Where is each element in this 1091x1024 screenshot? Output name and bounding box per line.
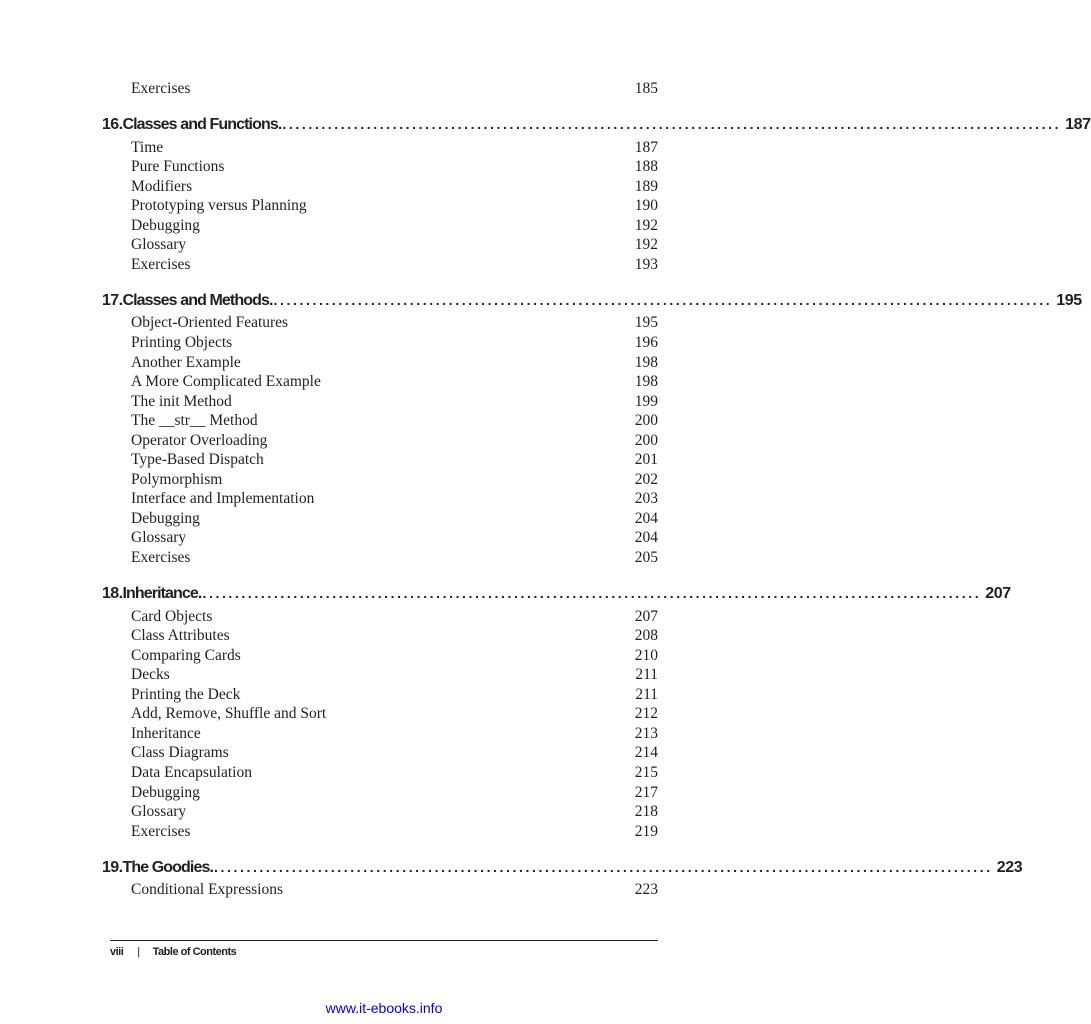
entry-title: Interface and Implementation bbox=[131, 490, 315, 508]
dot-leader: ........................................................................................................................ bbox=[282, 116, 1062, 133]
entry-page-number: 200 bbox=[634, 412, 658, 430]
entry-title: Conditional Expressions bbox=[131, 881, 283, 899]
entry-page-number: 223 bbox=[634, 881, 658, 899]
entry-page-number: 192 bbox=[634, 236, 658, 254]
toc-entry bbox=[131, 451, 658, 469]
toc-entry bbox=[131, 627, 658, 645]
entry-page-number: 201 bbox=[634, 451, 658, 469]
footer-section-title: Table of Contents bbox=[152, 946, 237, 958]
entry-page-number: 203 bbox=[634, 490, 658, 508]
entry-title: Pure Functions bbox=[131, 158, 225, 176]
entry-page-number: 207 bbox=[634, 607, 658, 625]
entry-title: Object-Oriented Features bbox=[131, 314, 289, 332]
toc-entry bbox=[131, 471, 658, 489]
entry-title: Data Encapsulation bbox=[131, 763, 252, 781]
entry-title: Prototyping versus Planning bbox=[131, 197, 307, 215]
entry-title: Modifiers bbox=[131, 177, 193, 195]
entry-title: Class Diagrams bbox=[131, 744, 229, 762]
entry-page-number: 210 bbox=[634, 646, 658, 664]
entry-title: Decks bbox=[131, 666, 170, 684]
toc-entry bbox=[131, 666, 658, 684]
entry-page-number: 199 bbox=[634, 392, 658, 410]
toc-entry bbox=[131, 354, 658, 372]
entry-title: Glossary bbox=[131, 803, 187, 821]
entry-title: The init Method bbox=[131, 392, 232, 410]
chapter-number: 19. bbox=[102, 858, 123, 876]
entry-title: Time bbox=[131, 138, 164, 156]
entry-title: The __str__ Method bbox=[131, 412, 258, 430]
toc-entry bbox=[131, 881, 658, 899]
entry-title: Class Attributes bbox=[131, 627, 230, 645]
entry-title: Comparing Cards bbox=[131, 646, 241, 664]
chapter-title: Classes and Methods. bbox=[122, 291, 273, 309]
chapter-number: 18. bbox=[102, 585, 123, 603]
entry-title: Glossary bbox=[131, 236, 187, 254]
footer-separator: | bbox=[137, 946, 140, 958]
chapter-number: 16. bbox=[102, 116, 123, 134]
entry-page-number: 212 bbox=[634, 705, 658, 723]
toc-entry bbox=[131, 686, 658, 704]
entry-title: Exercises bbox=[131, 822, 191, 840]
toc-entry bbox=[131, 725, 658, 743]
entry-page-number: 195 bbox=[634, 314, 658, 332]
entry-page-number: 198 bbox=[634, 353, 658, 371]
entry-page-number: 218 bbox=[634, 803, 658, 821]
toc-chapter-heading bbox=[102, 116, 1091, 134]
toc-entry bbox=[131, 490, 658, 508]
entry-title: Card Objects bbox=[131, 607, 213, 625]
entry-page-number: 189 bbox=[634, 177, 658, 195]
footer-page-number: viii bbox=[110, 946, 124, 958]
chapter-page-number: 187 bbox=[1065, 116, 1091, 134]
toc-entry bbox=[131, 764, 658, 782]
toc-entry bbox=[131, 80, 658, 98]
entry-title: Printing Objects bbox=[131, 333, 233, 351]
toc-entry bbox=[131, 608, 658, 626]
entry-page-number: 185 bbox=[634, 80, 658, 97]
toc-entry bbox=[131, 139, 658, 157]
entry-page-number: 193 bbox=[634, 255, 658, 273]
entry-page-number: 213 bbox=[634, 724, 658, 742]
toc-entry bbox=[131, 236, 658, 254]
toc-entry bbox=[131, 256, 658, 274]
entry-title: Exercises bbox=[131, 80, 191, 97]
entry-title: Debugging bbox=[131, 216, 200, 234]
toc-entry bbox=[131, 373, 658, 391]
entry-title: Exercises bbox=[131, 549, 191, 566]
entry-title: Glossary bbox=[131, 529, 187, 547]
toc-entry bbox=[131, 647, 658, 665]
entry-page-number: 205 bbox=[634, 549, 658, 566]
entry-page-number: 190 bbox=[634, 197, 658, 215]
toc-entry bbox=[131, 432, 658, 450]
entry-title: Inheritance bbox=[131, 724, 201, 742]
toc-entry bbox=[131, 784, 658, 802]
entry-page-number: 215 bbox=[634, 763, 658, 781]
entry-title: Exercises bbox=[131, 255, 191, 273]
entry-page-number: 196 bbox=[634, 333, 658, 351]
entry-page-number: 214 bbox=[634, 744, 658, 762]
running-footer bbox=[110, 946, 236, 958]
entry-page-number: 202 bbox=[634, 470, 658, 488]
toc-entry bbox=[131, 823, 658, 841]
toc-entry bbox=[131, 178, 658, 196]
entry-page-number: 208 bbox=[634, 627, 658, 645]
entry-page-number: 187 bbox=[634, 138, 658, 156]
chapter-page-number: 223 bbox=[996, 858, 1023, 876]
dot-leader: ........................................................................................................................ bbox=[273, 291, 1053, 308]
toc-entry bbox=[131, 744, 658, 762]
entry-page-number: 192 bbox=[634, 216, 658, 234]
entry-title: Printing the Deck bbox=[131, 685, 241, 703]
entry-title: Debugging bbox=[131, 509, 200, 527]
toc-entry bbox=[131, 393, 658, 411]
toc-entry bbox=[131, 197, 658, 215]
toc-entry bbox=[131, 334, 658, 352]
toc-entry bbox=[131, 705, 658, 723]
toc-chapter-heading bbox=[102, 291, 1082, 310]
chapter-title: Classes and Functions. bbox=[122, 116, 282, 134]
toc-entry bbox=[131, 510, 658, 528]
toc-entry bbox=[131, 314, 658, 332]
toc-entry bbox=[131, 158, 658, 176]
watermark-link[interactable]: www.it-ebooks.info bbox=[325, 1000, 443, 1016]
entry-title: Type-Based Dispatch bbox=[131, 451, 264, 469]
toc-entry bbox=[131, 217, 658, 235]
entry-title: Polymorphism bbox=[131, 470, 223, 488]
chapter-page-number: 207 bbox=[985, 585, 1011, 603]
dot-leader: ........................................................................................................................ bbox=[202, 585, 982, 602]
entry-title: Operator Overloading bbox=[131, 431, 268, 449]
toc-entry bbox=[131, 412, 658, 430]
entry-title: Debugging bbox=[131, 783, 200, 801]
dot-leader: ........................................................................................................................ bbox=[214, 858, 993, 875]
chapter-title: Inheritance. bbox=[122, 585, 202, 603]
entry-title: Another Example bbox=[131, 353, 241, 371]
entry-page-number: 204 bbox=[634, 509, 658, 527]
entry-page-number: 200 bbox=[634, 431, 658, 449]
entry-title: A More Complicated Example bbox=[131, 373, 321, 391]
entry-title: Add, Remove, Shuffle and Sort bbox=[131, 705, 327, 723]
toc-chapter-heading bbox=[102, 585, 1011, 603]
entry-page-number: 217 bbox=[634, 783, 658, 801]
entry-page-number: 211 bbox=[635, 685, 658, 703]
toc-entry bbox=[131, 549, 658, 567]
toc-entry bbox=[131, 803, 658, 821]
footer-rule bbox=[110, 940, 658, 941]
toc-chapter-heading bbox=[102, 858, 1023, 877]
chapter-page-number: 195 bbox=[1056, 291, 1082, 309]
entry-page-number: 204 bbox=[634, 529, 658, 547]
entry-page-number: 211 bbox=[635, 666, 658, 684]
entry-page-number: 188 bbox=[634, 158, 658, 176]
entry-page-number: 219 bbox=[634, 822, 658, 840]
entry-page-number: 198 bbox=[634, 373, 658, 391]
chapter-title: The Goodies. bbox=[122, 858, 213, 876]
toc-entry bbox=[131, 529, 658, 547]
chapter-number: 17. bbox=[102, 291, 123, 309]
